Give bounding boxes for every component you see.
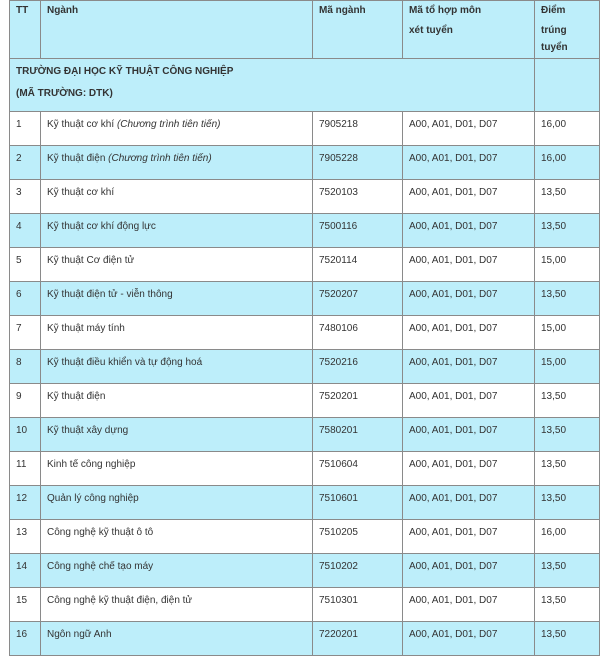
table-row <box>10 180 600 214</box>
cell-to-hop <box>403 180 535 214</box>
table-row <box>10 214 600 248</box>
cell-diem <box>535 316 600 350</box>
program-note: (Chương trình tiên tiến) <box>116 119 221 130</box>
cell-diem-text: 13,50 <box>541 187 567 198</box>
cell-to-hop-text: A00, A01, D01, D07 <box>409 119 498 130</box>
cell-to-hop-text: A00, A01, D01, D07 <box>409 493 498 504</box>
cell-to-hop <box>403 418 535 452</box>
table-row <box>10 282 600 316</box>
cell-diem <box>535 452 600 486</box>
table-row <box>10 350 600 384</box>
cell-ma-nganh-text: 7520103 <box>319 187 358 198</box>
cell-to-hop-text: A00, A01, D01, D07 <box>409 391 498 402</box>
cell-ma-nganh <box>313 554 403 588</box>
cell-nganh-text: Ngôn ngữ Anh <box>47 629 112 640</box>
cell-nganh <box>41 282 313 316</box>
school-empty-cell <box>535 59 600 112</box>
cell-to-hop <box>403 622 535 656</box>
cell-to-hop-text: A00, A01, D01, D07 <box>409 629 498 640</box>
cell-ma-nganh <box>313 418 403 452</box>
table-row <box>10 588 600 622</box>
table-row <box>10 554 600 588</box>
cell-to-hop <box>403 486 535 520</box>
header-diem-line1: Điểm <box>541 5 566 16</box>
cell-ma-nganh-text: 7510301 <box>319 595 358 606</box>
cell-ma-nganh-text: 7520207 <box>319 289 358 300</box>
cell-tt-text: 8 <box>16 357 22 368</box>
cell-tt-text: 14 <box>16 561 28 572</box>
cell-to-hop-text: A00, A01, D01, D07 <box>409 527 498 538</box>
cell-nganh-text: Kỹ thuật máy tính <box>47 323 125 334</box>
cell-ma-nganh-text: 7220201 <box>319 629 358 640</box>
cell-tt-text: 1 <box>16 119 22 130</box>
cell-diem-text: 16,00 <box>541 153 567 164</box>
cell-diem-text: 16,00 <box>541 119 567 130</box>
cell-nganh <box>41 112 313 146</box>
cell-nganh-text: Quản lý công nghiệp <box>47 493 139 504</box>
cell-tt-text: 15 <box>16 595 28 606</box>
cell-to-hop-text: A00, A01, D01, D07 <box>409 595 498 606</box>
cell-nganh <box>41 350 313 384</box>
cell-nganh-text: Kỹ thuật cơ khí <box>47 187 115 198</box>
cell-nganh-text: Công nghệ kỹ thuật ô tô <box>47 527 154 538</box>
cell-to-hop <box>403 316 535 350</box>
header-diem-line3: tuyển <box>541 42 568 53</box>
cell-tt <box>10 180 41 214</box>
cell-to-hop <box>403 214 535 248</box>
cell-ma-nganh-text: 7520114 <box>319 255 358 266</box>
cell-diem-text: 13,50 <box>541 221 567 232</box>
cell-to-hop-text: A00, A01, D01, D07 <box>409 561 498 572</box>
cell-nganh-text: Kỹ thuật điện <box>47 391 106 402</box>
cell-diem <box>535 622 600 656</box>
cell-to-hop <box>403 588 535 622</box>
cell-to-hop <box>403 554 535 588</box>
table-row <box>10 486 600 520</box>
cell-tt-text: 10 <box>16 425 28 436</box>
cell-tt <box>10 316 41 350</box>
cell-nganh-text: Kỹ thuật Cơ điện tử <box>47 255 135 266</box>
cell-ma-nganh <box>313 588 403 622</box>
cell-nganh <box>41 316 313 350</box>
cell-nganh <box>41 418 313 452</box>
cell-diem <box>535 486 600 520</box>
cell-ma-nganh <box>313 384 403 418</box>
cell-diem-text: 15,00 <box>541 357 567 368</box>
cell-nganh-text: Công nghệ chế tạo máy <box>47 561 154 572</box>
cell-tt-text: 3 <box>16 187 22 198</box>
cell-diem-text: 13,50 <box>541 595 567 606</box>
header-to-hop <box>403 1 535 59</box>
cell-tt-text: 6 <box>16 289 22 300</box>
header-diem <box>535 1 600 59</box>
cell-to-hop-text: A00, A01, D01, D07 <box>409 153 498 164</box>
table-header-row <box>10 1 600 59</box>
cell-nganh <box>41 520 313 554</box>
cell-to-hop-text: A00, A01, D01, D07 <box>409 221 498 232</box>
cell-tt-text: 2 <box>16 153 22 164</box>
cell-ma-nganh-text: 7500116 <box>319 221 358 232</box>
cell-diem <box>535 282 600 316</box>
cell-diem-text: 13,50 <box>541 493 567 504</box>
cell-tt-text: 5 <box>16 255 22 266</box>
cell-tt-text: 9 <box>16 391 22 402</box>
header-to-hop-line1: Mã tổ hợp môn <box>409 5 482 16</box>
cell-nganh <box>41 248 313 282</box>
cell-diem-text: 13,50 <box>541 561 567 572</box>
cell-diem-text: 16,00 <box>541 527 567 538</box>
cell-tt-text: 13 <box>16 527 28 538</box>
cell-diem-text: 13,50 <box>541 391 567 402</box>
cell-diem <box>535 248 600 282</box>
cell-ma-nganh-text: 7510604 <box>319 459 358 470</box>
cell-ma-nganh <box>313 622 403 656</box>
cell-to-hop <box>403 282 535 316</box>
cell-tt <box>10 622 41 656</box>
header-ma-nganh: Mã ngành <box>313 1 403 59</box>
cell-diem <box>535 112 600 146</box>
cell-ma-nganh <box>313 112 403 146</box>
school-cell <box>10 59 535 112</box>
cell-tt-text: 16 <box>16 629 28 640</box>
cell-ma-nganh <box>313 316 403 350</box>
cell-ma-nganh-text: 7510205 <box>319 527 358 538</box>
cell-to-hop-text: A00, A01, D01, D07 <box>409 425 498 436</box>
cell-nganh <box>41 554 313 588</box>
cell-to-hop-text: A00, A01, D01, D07 <box>409 323 498 334</box>
cell-nganh-text: Kỹ thuật điều khiển và tự động hoá <box>47 357 203 368</box>
cell-to-hop <box>403 248 535 282</box>
cell-to-hop <box>403 112 535 146</box>
cell-ma-nganh-text: 7905218 <box>319 119 358 130</box>
header-nganh: Ngành <box>41 1 313 59</box>
cell-nganh <box>41 486 313 520</box>
cell-diem <box>535 418 600 452</box>
cell-diem-text: 15,00 <box>541 323 567 334</box>
cell-diem <box>535 180 600 214</box>
cell-nganh <box>41 146 313 180</box>
cell-tt <box>10 282 41 316</box>
cell-ma-nganh <box>313 520 403 554</box>
cell-nganh-text: Kỹ thuật cơ khí <box>47 119 115 130</box>
cell-tt <box>10 520 41 554</box>
cell-diem-text: 15,00 <box>541 255 567 266</box>
header-diem-line2: trúng <box>541 25 567 36</box>
cell-tt <box>10 112 41 146</box>
cell-to-hop-text: A00, A01, D01, D07 <box>409 357 498 368</box>
cell-ma-nganh <box>313 452 403 486</box>
cell-ma-nganh <box>313 214 403 248</box>
cell-tt <box>10 554 41 588</box>
cell-to-hop <box>403 520 535 554</box>
cell-diem <box>535 520 600 554</box>
cell-ma-nganh-text: 7510202 <box>319 561 358 572</box>
cell-diem-text: 13,50 <box>541 425 567 436</box>
school-row <box>10 59 600 112</box>
table-row <box>10 622 600 656</box>
cell-diem <box>535 350 600 384</box>
cell-nganh <box>41 214 313 248</box>
cell-to-hop-text: A00, A01, D01, D07 <box>409 255 498 266</box>
cell-nganh-text: Công nghệ kỹ thuật điện, điện tử <box>47 595 193 606</box>
cell-to-hop <box>403 384 535 418</box>
cell-ma-nganh-text: 7580201 <box>319 425 358 436</box>
cell-tt <box>10 384 41 418</box>
cell-ma-nganh-text: 7480106 <box>319 323 358 334</box>
cell-diem <box>535 588 600 622</box>
cell-tt-text: 4 <box>16 221 22 232</box>
cell-ma-nganh-text: 7520201 <box>319 391 358 402</box>
cell-to-hop-text: A00, A01, D01, D07 <box>409 289 498 300</box>
table-row <box>10 520 600 554</box>
cell-diem <box>535 384 600 418</box>
cell-ma-nganh <box>313 486 403 520</box>
cell-tt <box>10 452 41 486</box>
cell-ma-nganh-text: 7905228 <box>319 153 358 164</box>
table-row <box>10 112 600 146</box>
cell-diem <box>535 146 600 180</box>
cell-tt-text: 7 <box>16 323 22 334</box>
cell-tt-text: 12 <box>16 493 28 504</box>
table-row <box>10 452 600 486</box>
admission-table-container <box>9 0 599 656</box>
cell-nganh-text: Kỹ thuật xây dựng <box>47 425 129 436</box>
cell-ma-nganh-text: 7510601 <box>319 493 358 504</box>
cell-to-hop-text: A00, A01, D01, D07 <box>409 187 498 198</box>
cell-ma-nganh <box>313 146 403 180</box>
cell-nganh <box>41 622 313 656</box>
program-note: (Chương trình tiên tiến) <box>108 153 212 164</box>
cell-tt <box>10 146 41 180</box>
cell-tt <box>10 418 41 452</box>
header-tt: TT <box>10 1 41 59</box>
table-row <box>10 248 600 282</box>
cell-ma-nganh <box>313 180 403 214</box>
table-row <box>10 316 600 350</box>
school-code: (MÃ TRƯỜNG: DTK) <box>16 88 113 99</box>
cell-nganh <box>41 452 313 486</box>
cell-to-hop <box>403 452 535 486</box>
cell-to-hop <box>403 350 535 384</box>
cell-nganh <box>41 588 313 622</box>
cell-nganh-text: Kỹ thuật điện tử - viễn thông <box>47 289 173 300</box>
admission-scores-table <box>9 0 600 656</box>
cell-nganh <box>41 384 313 418</box>
cell-to-hop-text: A00, A01, D01, D07 <box>409 459 498 470</box>
table-row <box>10 384 600 418</box>
cell-nganh <box>41 180 313 214</box>
cell-diem-text: 13,50 <box>541 289 567 300</box>
cell-tt <box>10 214 41 248</box>
cell-ma-nganh <box>313 248 403 282</box>
cell-tt <box>10 486 41 520</box>
cell-tt <box>10 350 41 384</box>
cell-diem <box>535 554 600 588</box>
cell-diem-text: 13,50 <box>541 629 567 640</box>
header-to-hop-line2: xét tuyển <box>409 25 453 36</box>
cell-nganh-text: Kinh tế công nghiệp <box>47 459 136 470</box>
cell-nganh-text: Kỹ thuật cơ khí động lực <box>47 221 156 232</box>
cell-diem <box>535 214 600 248</box>
cell-tt <box>10 248 41 282</box>
cell-ma-nganh <box>313 350 403 384</box>
cell-ma-nganh-text: 7520216 <box>319 357 358 368</box>
cell-tt <box>10 588 41 622</box>
cell-diem-text: 13,50 <box>541 459 567 470</box>
cell-nganh-text: Kỹ thuật điện <box>47 153 106 164</box>
cell-to-hop <box>403 146 535 180</box>
cell-tt-text: 11 <box>16 459 27 470</box>
table-row <box>10 146 600 180</box>
table-row <box>10 418 600 452</box>
school-name: TRƯỜNG ĐẠI HỌC KỸ THUẬT CÔNG NGHIỆP <box>16 66 234 77</box>
cell-ma-nganh <box>313 282 403 316</box>
